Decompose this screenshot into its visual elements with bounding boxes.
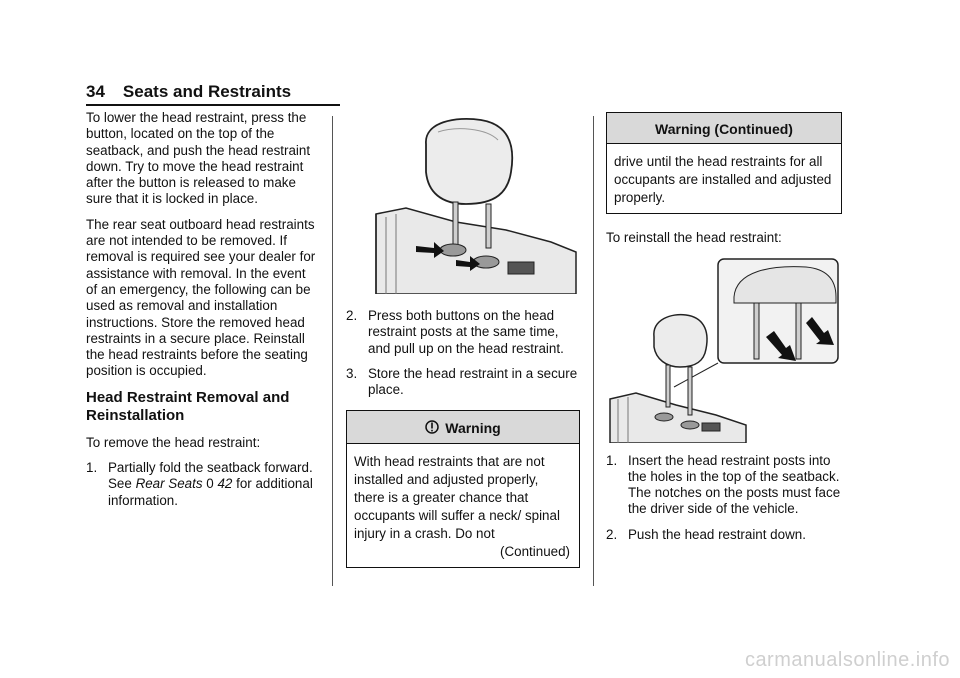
step-number: 2. (606, 526, 618, 542)
step-number: 3. (346, 365, 358, 381)
warning-header (347, 411, 579, 443)
lower-instructions-paragraph: To lower the head restraint, press the button, located on the top of the seatback, and push the head restraint down. Try to move the head restraint after the button is released to make sure that it is locked in place. (86, 110, 311, 207)
reinstall-steps-list (606, 453, 842, 543)
page-header (86, 82, 340, 102)
section-heading: Head Restraint Removal and Reinstallation (86, 388, 290, 424)
rear-seats-link[interactable]: Rear Seats (135, 476, 203, 492)
column-left (86, 110, 318, 518)
warning-header: Warning (Continued) (607, 113, 841, 144)
warning-box (346, 410, 580, 567)
page-ref-symbol: 0 (206, 476, 214, 492)
remove-intro: To remove the head restraint: (86, 434, 261, 450)
page-title: Seats and Restraints (122, 82, 292, 101)
warning-box-continued (606, 112, 842, 214)
warning-body (347, 444, 579, 567)
column-right (606, 112, 842, 552)
list-item (606, 453, 842, 518)
step-number: 2. (346, 308, 358, 323)
list-item (606, 527, 842, 543)
warning-body: drive until the head restraints for all occupants are installed and adjusted properly. (614, 154, 832, 206)
head-restraint-removal-illustration (346, 112, 580, 294)
step1-text: Partially fold the seatback forward. See (108, 460, 313, 492)
column-divider (332, 116, 333, 586)
remove-steps-list (86, 460, 318, 509)
step-number: 1. (606, 452, 618, 468)
warning-title: Warning (445, 420, 501, 437)
column-divider (593, 116, 594, 586)
step-text: Push the head restraint down. (628, 526, 806, 542)
step-number: 1. (86, 460, 98, 476)
step-text: Store the head restraint in a secure place. (368, 365, 578, 398)
step-text: Insert the head restraint posts into the holes in the top of the seatback. The notches on the posts must face the driver side of the vehicle. (628, 452, 841, 517)
exclamation-warning-icon (425, 419, 439, 435)
watermark-text: carmanualsonline.info (744, 649, 950, 671)
remove-steps-continued (346, 308, 580, 398)
header-rule (86, 104, 340, 106)
reinstall-intro: To reinstall the head restraint: (606, 230, 782, 246)
column-middle (346, 112, 580, 568)
removal-note-paragraph: The rear seat outboard head restraints are not intended to be removed. If removal is required see your dealer for assistance with removal. In the event of an emergency, the following can be used as removal and installation instructions. Store the removed head restraints in a secure place. Reinstall the head restraints before the seating position is occupied. (86, 216, 316, 379)
head-restraint-reinstall-illustration (606, 257, 842, 443)
page-ref-number[interactable]: 42 (217, 476, 233, 492)
list-item (346, 308, 580, 357)
page-number: 34 (86, 82, 105, 101)
warning-continued-label: (Continued) (500, 543, 570, 559)
list-item (346, 366, 580, 399)
step-text (108, 460, 318, 509)
list-item (86, 460, 318, 509)
step-text: Press both buttons on the head restraint posts at the same time, and pull up on the head restraint. (368, 308, 564, 356)
step1-tail: for additional information. (108, 476, 313, 508)
warning-text: With head restraints that are not installed and adjusted properly, there is a greater chance that occupants will suffer a neck/ spinal injury in a crash. Do not (354, 453, 560, 541)
